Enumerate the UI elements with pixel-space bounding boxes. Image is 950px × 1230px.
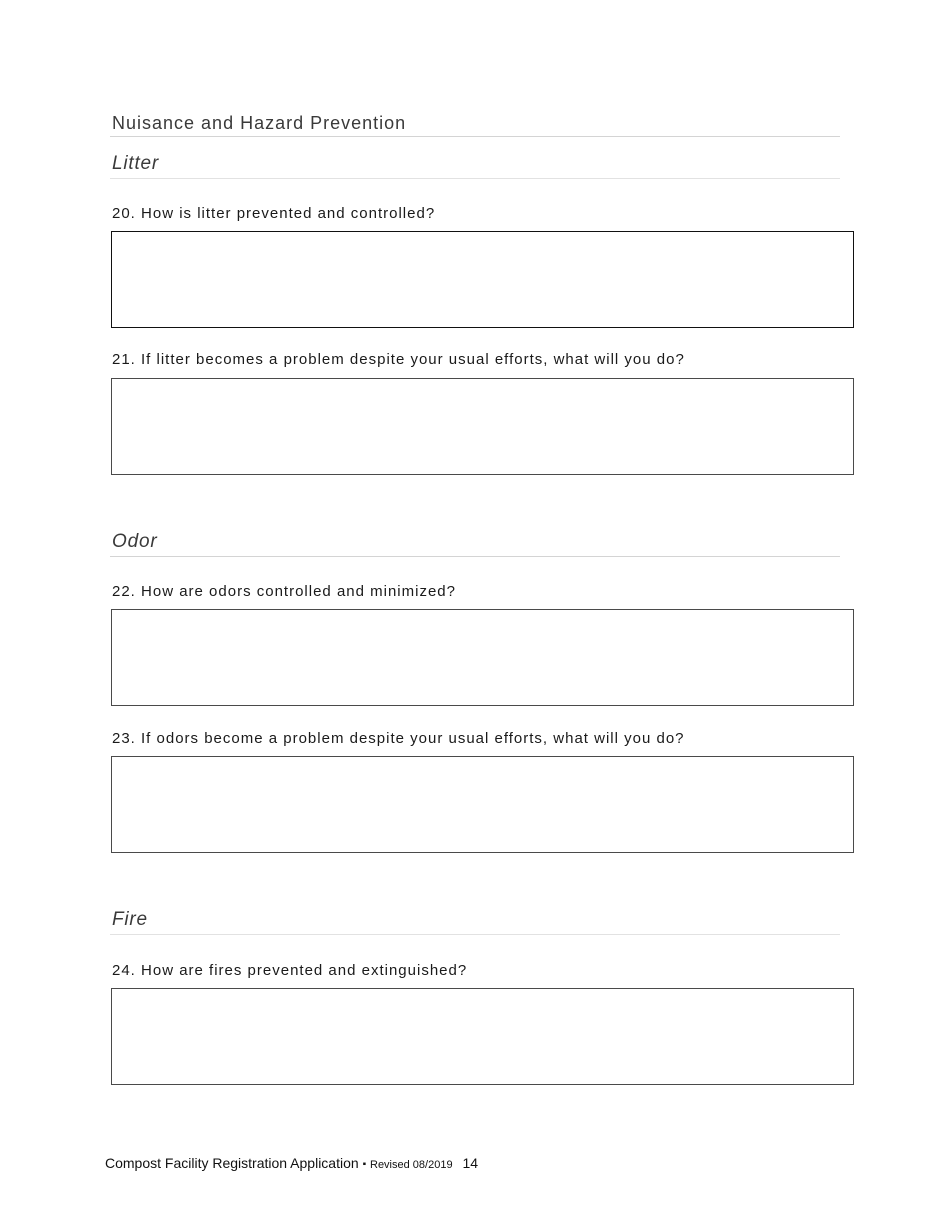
footer-separator: ▪ [362,1159,367,1170]
answer-box-21[interactable] [111,378,854,475]
subsection-title-fire: Fire [112,909,148,930]
subsection-divider-fire [110,934,840,935]
section-divider [110,136,840,137]
subsection-title-litter: Litter [112,153,160,174]
page-footer [105,1155,478,1171]
question-21: 21. If litter becomes a problem despite your usual efforts, what will you do? [112,351,685,368]
question-22: 22. How are odors controlled and minimized? [112,583,456,600]
footer-title: Compost Facility Registration Application [105,1155,359,1171]
answer-box-24[interactable] [111,988,854,1085]
question-24: 24. How are fires prevented and extinguished? [112,962,468,979]
section-title: Nuisance and Hazard Prevention [112,113,407,133]
answer-box-23[interactable] [111,756,854,853]
footer-revised-date: Revised 08/2019 [370,1159,453,1171]
question-20: 20. How is litter prevented and controlled? [112,205,436,222]
answer-box-20[interactable] [111,231,854,328]
subsection-divider-odor [110,556,840,557]
question-23: 23. If odors become a problem despite your usual efforts, what will you do? [112,730,685,747]
subsection-divider-litter [110,178,840,179]
footer-page-number: 14 [462,1155,479,1171]
answer-box-22[interactable] [111,609,854,706]
subsection-title-odor: Odor [112,531,158,552]
